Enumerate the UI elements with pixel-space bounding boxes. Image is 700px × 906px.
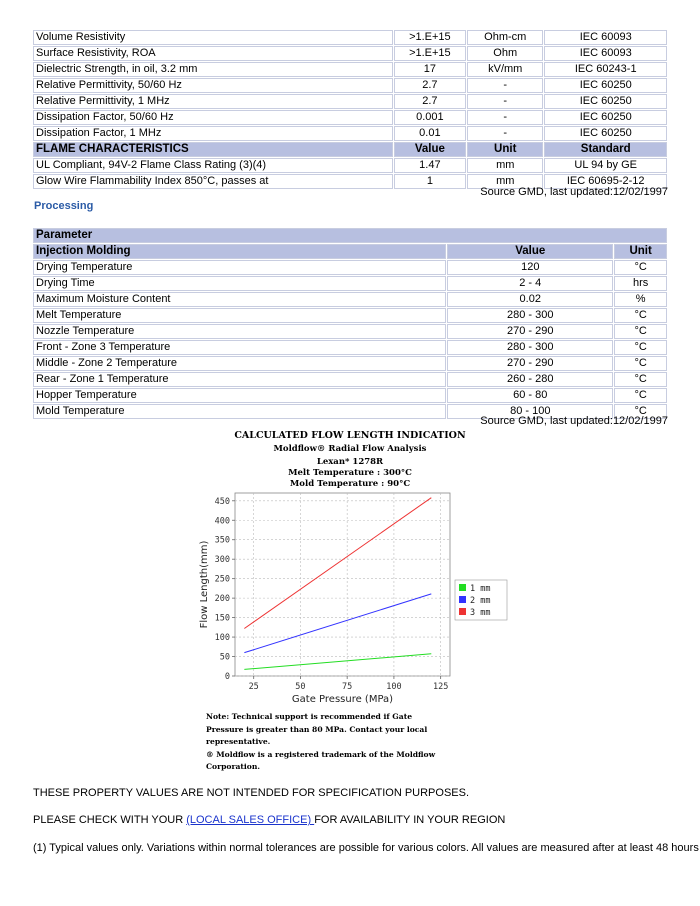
- legend-swatch: [459, 584, 466, 591]
- y-tick-label: 350: [214, 535, 230, 546]
- property-unit: Ohm-cm: [467, 30, 543, 45]
- table-row: [33, 126, 667, 141]
- property-value: 0.01: [394, 126, 466, 141]
- table-row: [33, 372, 667, 387]
- property-name: Relative Permittivity, 1 MHz: [33, 94, 393, 109]
- property-standard: IEC 60250: [544, 126, 667, 141]
- table-row: [33, 260, 667, 275]
- y-tick-label: 300: [214, 555, 230, 566]
- y-tick-label: 250: [214, 574, 230, 585]
- x-tick-label: 25: [248, 682, 259, 692]
- property-value: 1.47: [394, 158, 466, 173]
- unit-header: Unit: [614, 244, 667, 259]
- property-standard: IEC 60695-2-12: [544, 174, 667, 189]
- property-standard: IEC 60250: [544, 94, 667, 109]
- property-standard: IEC 60093: [544, 30, 667, 45]
- parameter-header-row: [33, 228, 667, 243]
- property-value: Value: [394, 142, 466, 157]
- table-row: [33, 46, 667, 61]
- section-header-row: [33, 142, 667, 157]
- parameter-value: 280 - 300: [447, 308, 613, 323]
- chart-title-line: Mold Temperature : 90°C: [289, 479, 411, 489]
- parameter-value: 260 - 280: [447, 372, 613, 387]
- property-name: Dissipation Factor, 50/60 Hz: [33, 110, 393, 125]
- value-header: Value: [447, 244, 613, 259]
- parameter-name: Front - Zone 3 Temperature: [33, 340, 446, 355]
- property-unit: -: [467, 94, 543, 109]
- property-name: Dielectric Strength, in oil, 3.2 mm: [33, 62, 393, 77]
- table-row: [33, 292, 667, 307]
- parameter-value: 120: [447, 260, 613, 275]
- parameter-unit: °C: [614, 324, 667, 339]
- parameter-value: 80 - 100: [447, 404, 613, 419]
- property-standard: IEC 60250: [544, 110, 667, 125]
- property-standard: IEC 60093: [544, 46, 667, 61]
- table-row: [33, 30, 667, 45]
- property-name: Volume Resistivity: [33, 30, 393, 45]
- parameter-value: 0.02: [447, 292, 613, 307]
- y-tick-label: 0: [224, 672, 230, 682]
- parameter-name: Mold Temperature: [33, 404, 446, 419]
- chart-title-line: Lexan* 1278R: [316, 457, 384, 467]
- y-tick-label: 50: [219, 652, 230, 663]
- property-value: >1.E+15: [394, 46, 466, 61]
- property-value: 17: [394, 62, 466, 77]
- legend-label: 3 mm: [470, 608, 491, 618]
- property-value: >1.E+15: [394, 30, 466, 45]
- availability-text: [33, 814, 505, 826]
- y-tick-label: 200: [214, 594, 230, 605]
- property-standard: UL 94 by GE: [544, 158, 667, 173]
- table-row: [33, 62, 667, 77]
- flow-length-chart: [190, 426, 510, 776]
- property-value: 1: [394, 174, 466, 189]
- parameter-name: Drying Temperature: [33, 260, 446, 275]
- property-unit: mm: [467, 158, 543, 173]
- parameter-name: Hopper Temperature: [33, 388, 446, 403]
- availability-prefix: PLEASE CHECK WITH YOUR: [33, 814, 187, 826]
- section-header-row: [33, 244, 667, 259]
- parameter-name: Drying Time: [33, 276, 446, 291]
- properties-source: Source GMD, last updated:12/02/1997: [480, 186, 668, 198]
- parameter-unit: °C: [614, 308, 667, 323]
- table-row: [33, 276, 667, 291]
- x-tick-label: 100: [386, 682, 402, 692]
- parameter-name: Melt Temperature: [33, 308, 446, 323]
- table-row: [33, 340, 667, 355]
- parameter-value: 270 - 290: [447, 324, 613, 339]
- parameter-name: Nozzle Temperature: [33, 324, 446, 339]
- chart-note-line: Pressure is greater than 80 MPa. Contact your local: [206, 725, 428, 734]
- parameter-unit: °C: [614, 356, 667, 371]
- parameter-name: Maximum Moisture Content: [33, 292, 446, 307]
- chart-title-line: Moldflow® Radial Flow Analysis: [273, 444, 427, 454]
- processing-heading: Processing: [34, 200, 94, 212]
- property-standard: IEC 60250: [544, 78, 667, 93]
- x-tick-label: 125: [432, 682, 449, 692]
- parameter-unit: °C: [614, 372, 667, 387]
- property-name: Dissipation Factor, 1 MHz: [33, 126, 393, 141]
- section-name: Injection Molding: [33, 244, 446, 259]
- y-axis-label: Flow Length(mm): [199, 540, 210, 629]
- local-sales-office-link[interactable]: (LOCAL SALES OFFICE): [186, 814, 315, 826]
- property-standard: IEC 60243-1: [544, 62, 667, 77]
- table-row: [33, 308, 667, 323]
- chart-note-line: ® Moldflow is a registered trademark of the Moldflow: [206, 750, 436, 759]
- parameter-value: 270 - 290: [447, 356, 613, 371]
- footnote-1: (1) Typical values only. Variations within normal tolerances are possible for various colors. All values are measured after at least 48 hours: [33, 842, 699, 854]
- property-name: FLAME CHARACTERISTICS: [33, 142, 393, 157]
- table-row: [33, 158, 667, 173]
- property-name: Glow Wire Flammability Index 850°C, passes at: [33, 174, 393, 189]
- y-tick-label: 150: [214, 613, 230, 624]
- chart-note-line: Note: Technical support is recommended if Gate: [206, 712, 413, 721]
- property-unit: kV/mm: [467, 62, 543, 77]
- parameter-value: 280 - 300: [447, 340, 613, 355]
- property-standard: Standard: [544, 142, 667, 157]
- property-name: Relative Permittivity, 50/60 Hz: [33, 78, 393, 93]
- parameter-value: 2 - 4: [447, 276, 613, 291]
- table-row: [33, 356, 667, 371]
- table-row: [33, 324, 667, 339]
- property-name: Surface Resistivity, ROA: [33, 46, 393, 61]
- table-row: [33, 110, 667, 125]
- table-row: [33, 78, 667, 93]
- y-tick-label: 100: [214, 633, 230, 644]
- availability-suffix: FOR AVAILABILITY IN YOUR REGION: [314, 814, 506, 826]
- legend-label: 1 mm: [470, 584, 491, 594]
- property-name: UL Compliant, 94V-2 Flame Class Rating (3)(4): [33, 158, 393, 173]
- chart-note-line: representative.: [206, 737, 271, 746]
- properties-table: [32, 29, 668, 190]
- parameter-unit: °C: [614, 388, 667, 403]
- x-tick-label: 50: [295, 682, 306, 692]
- legend-label: 2 mm: [470, 596, 491, 606]
- property-unit: -: [467, 110, 543, 125]
- property-unit: Ohm: [467, 46, 543, 61]
- parameter-unit: hrs: [614, 276, 667, 291]
- parameter-name: Middle - Zone 2 Temperature: [33, 356, 446, 371]
- x-tick-label: 75: [342, 682, 353, 692]
- chart-title-line: Melt Temperature : 300°C: [288, 468, 412, 478]
- table-row: [33, 94, 667, 109]
- property-value: 2.7: [394, 94, 466, 109]
- property-value: 0.001: [394, 110, 466, 125]
- chart-title-line: CALCULATED FLOW LENGTH INDICATION: [234, 430, 466, 441]
- property-unit: Unit: [467, 142, 543, 157]
- parameter-unit: °C: [614, 340, 667, 355]
- legend-swatch: [459, 608, 466, 615]
- parameter-unit: %: [614, 292, 667, 307]
- processing-source: Source GMD, last updated:12/02/1997: [480, 415, 668, 427]
- parameter-unit: °C: [614, 404, 667, 419]
- chart-note-line: Corporation.: [206, 762, 261, 771]
- parameter-header: Parameter: [33, 228, 667, 243]
- processing-table: [32, 227, 668, 420]
- y-tick-label: 450: [214, 496, 230, 507]
- legend-swatch: [459, 596, 466, 603]
- property-unit: mm: [467, 174, 543, 189]
- x-axis-label: Gate Pressure (MPa): [291, 694, 394, 705]
- property-unit: -: [467, 78, 543, 93]
- property-value: 2.7: [394, 78, 466, 93]
- table-row: [33, 388, 667, 403]
- parameter-unit: °C: [614, 260, 667, 275]
- y-tick-label: 400: [214, 516, 230, 527]
- parameter-name: Rear - Zone 1 Temperature: [33, 372, 446, 387]
- parameter-value: 60 - 80: [447, 388, 613, 403]
- property-unit: -: [467, 126, 543, 141]
- disclaimer-text: THESE PROPERTY VALUES ARE NOT INTENDED FOR SPECIFICATION PURPOSES.: [33, 787, 470, 799]
